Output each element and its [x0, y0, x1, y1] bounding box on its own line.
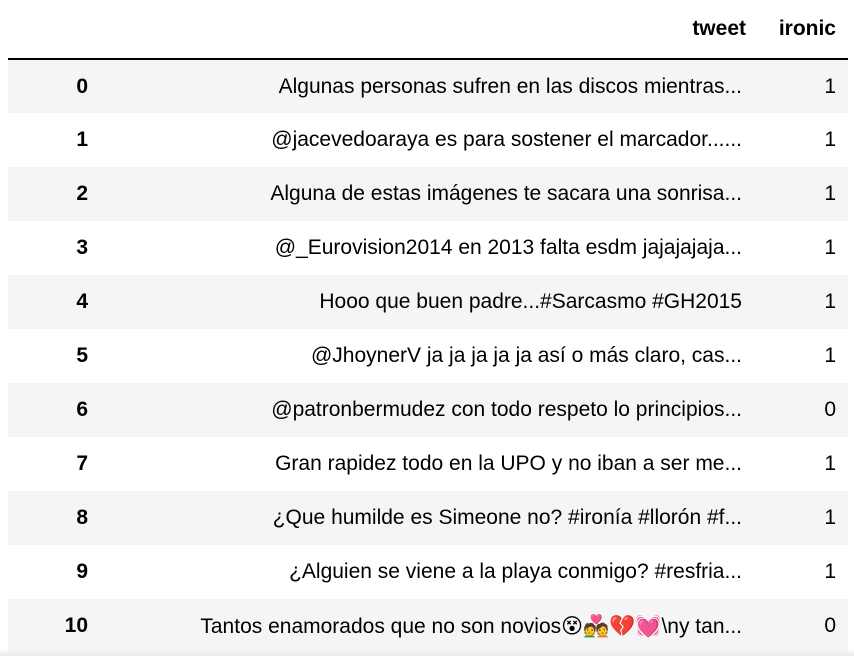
tweet-column-header: tweet	[108, 0, 758, 59]
table-row	[8, 545, 848, 599]
header-row	[8, 0, 848, 59]
table-row	[8, 167, 848, 221]
row-index: 9	[76, 560, 88, 583]
tweet-cell: ¿Alguien se viene a la playa conmigo? #resfria...	[289, 560, 742, 583]
ironic-cell: 0	[824, 398, 836, 421]
tweet-cell: @patronbermudez con todo respeto lo principios...	[271, 398, 742, 421]
table-row	[8, 437, 848, 491]
row-index: 4	[76, 290, 88, 313]
tweet-cell: @jacevedoaraya es para sostener el marcador......	[271, 128, 742, 151]
tweet-cell: Tantos enamorados que no son novios😵💑💔💓\ny tan...	[200, 614, 742, 638]
ironic-cell: 1	[824, 290, 836, 313]
ironic-cell: 1	[824, 344, 836, 367]
tweet-cell: @_Eurovision2014 en 2013 falta esdm jajajajaja...	[274, 236, 742, 259]
table-body	[8, 59, 848, 653]
ironic-cell: 1	[824, 236, 836, 259]
ironic-cell: 1	[824, 506, 836, 529]
ironic-cell: 1	[824, 128, 836, 151]
ironic-cell: 1	[824, 452, 836, 475]
index-header	[8, 0, 108, 59]
tweet-cell: Gran rapidez todo en la UPO y no iban a ser me...	[275, 452, 742, 475]
table-header	[8, 0, 848, 59]
row-index: 0	[76, 74, 88, 98]
ironic-cell: 0	[824, 614, 836, 637]
table-row	[8, 59, 848, 113]
table-row	[8, 221, 848, 275]
row-index: 5	[76, 344, 88, 367]
row-index: 10	[64, 614, 88, 637]
row-index: 1	[76, 128, 88, 151]
ironic-cell: 1	[824, 74, 836, 98]
tweet-cell: ¿Que humilde es Simeone no? #ironía #llorón #f...	[272, 506, 742, 529]
table-row	[8, 491, 848, 545]
tweet-cell: Hooo que buen padre...#Sarcasmo #GH2015	[319, 290, 742, 313]
table-row	[8, 275, 848, 329]
row-index: 3	[76, 236, 88, 259]
table-row	[8, 383, 848, 437]
dataframe-output	[8, 0, 848, 656]
row-index: 6	[76, 398, 88, 421]
table-row	[8, 599, 848, 653]
tweet-cell: Alguna de estas imágenes te sacara una sonrisa...	[270, 182, 742, 205]
ironic-cell: 1	[824, 182, 836, 205]
dataframe-table	[8, 0, 848, 653]
tweet-cell: @JhoynerV ja ja ja ja ja así o más claro, cas...	[310, 344, 742, 367]
scroll-cutoff-edge	[0, 648, 854, 656]
row-index: 8	[76, 506, 88, 529]
table-row	[8, 113, 848, 167]
row-index: 7	[76, 452, 88, 475]
ironic-cell: 1	[824, 560, 836, 583]
table-row	[8, 329, 848, 383]
ironic-column-header: ironic	[758, 0, 848, 59]
row-index: 2	[76, 182, 88, 205]
tweet-cell: Algunas personas sufren en las discos mientras...	[278, 74, 742, 98]
